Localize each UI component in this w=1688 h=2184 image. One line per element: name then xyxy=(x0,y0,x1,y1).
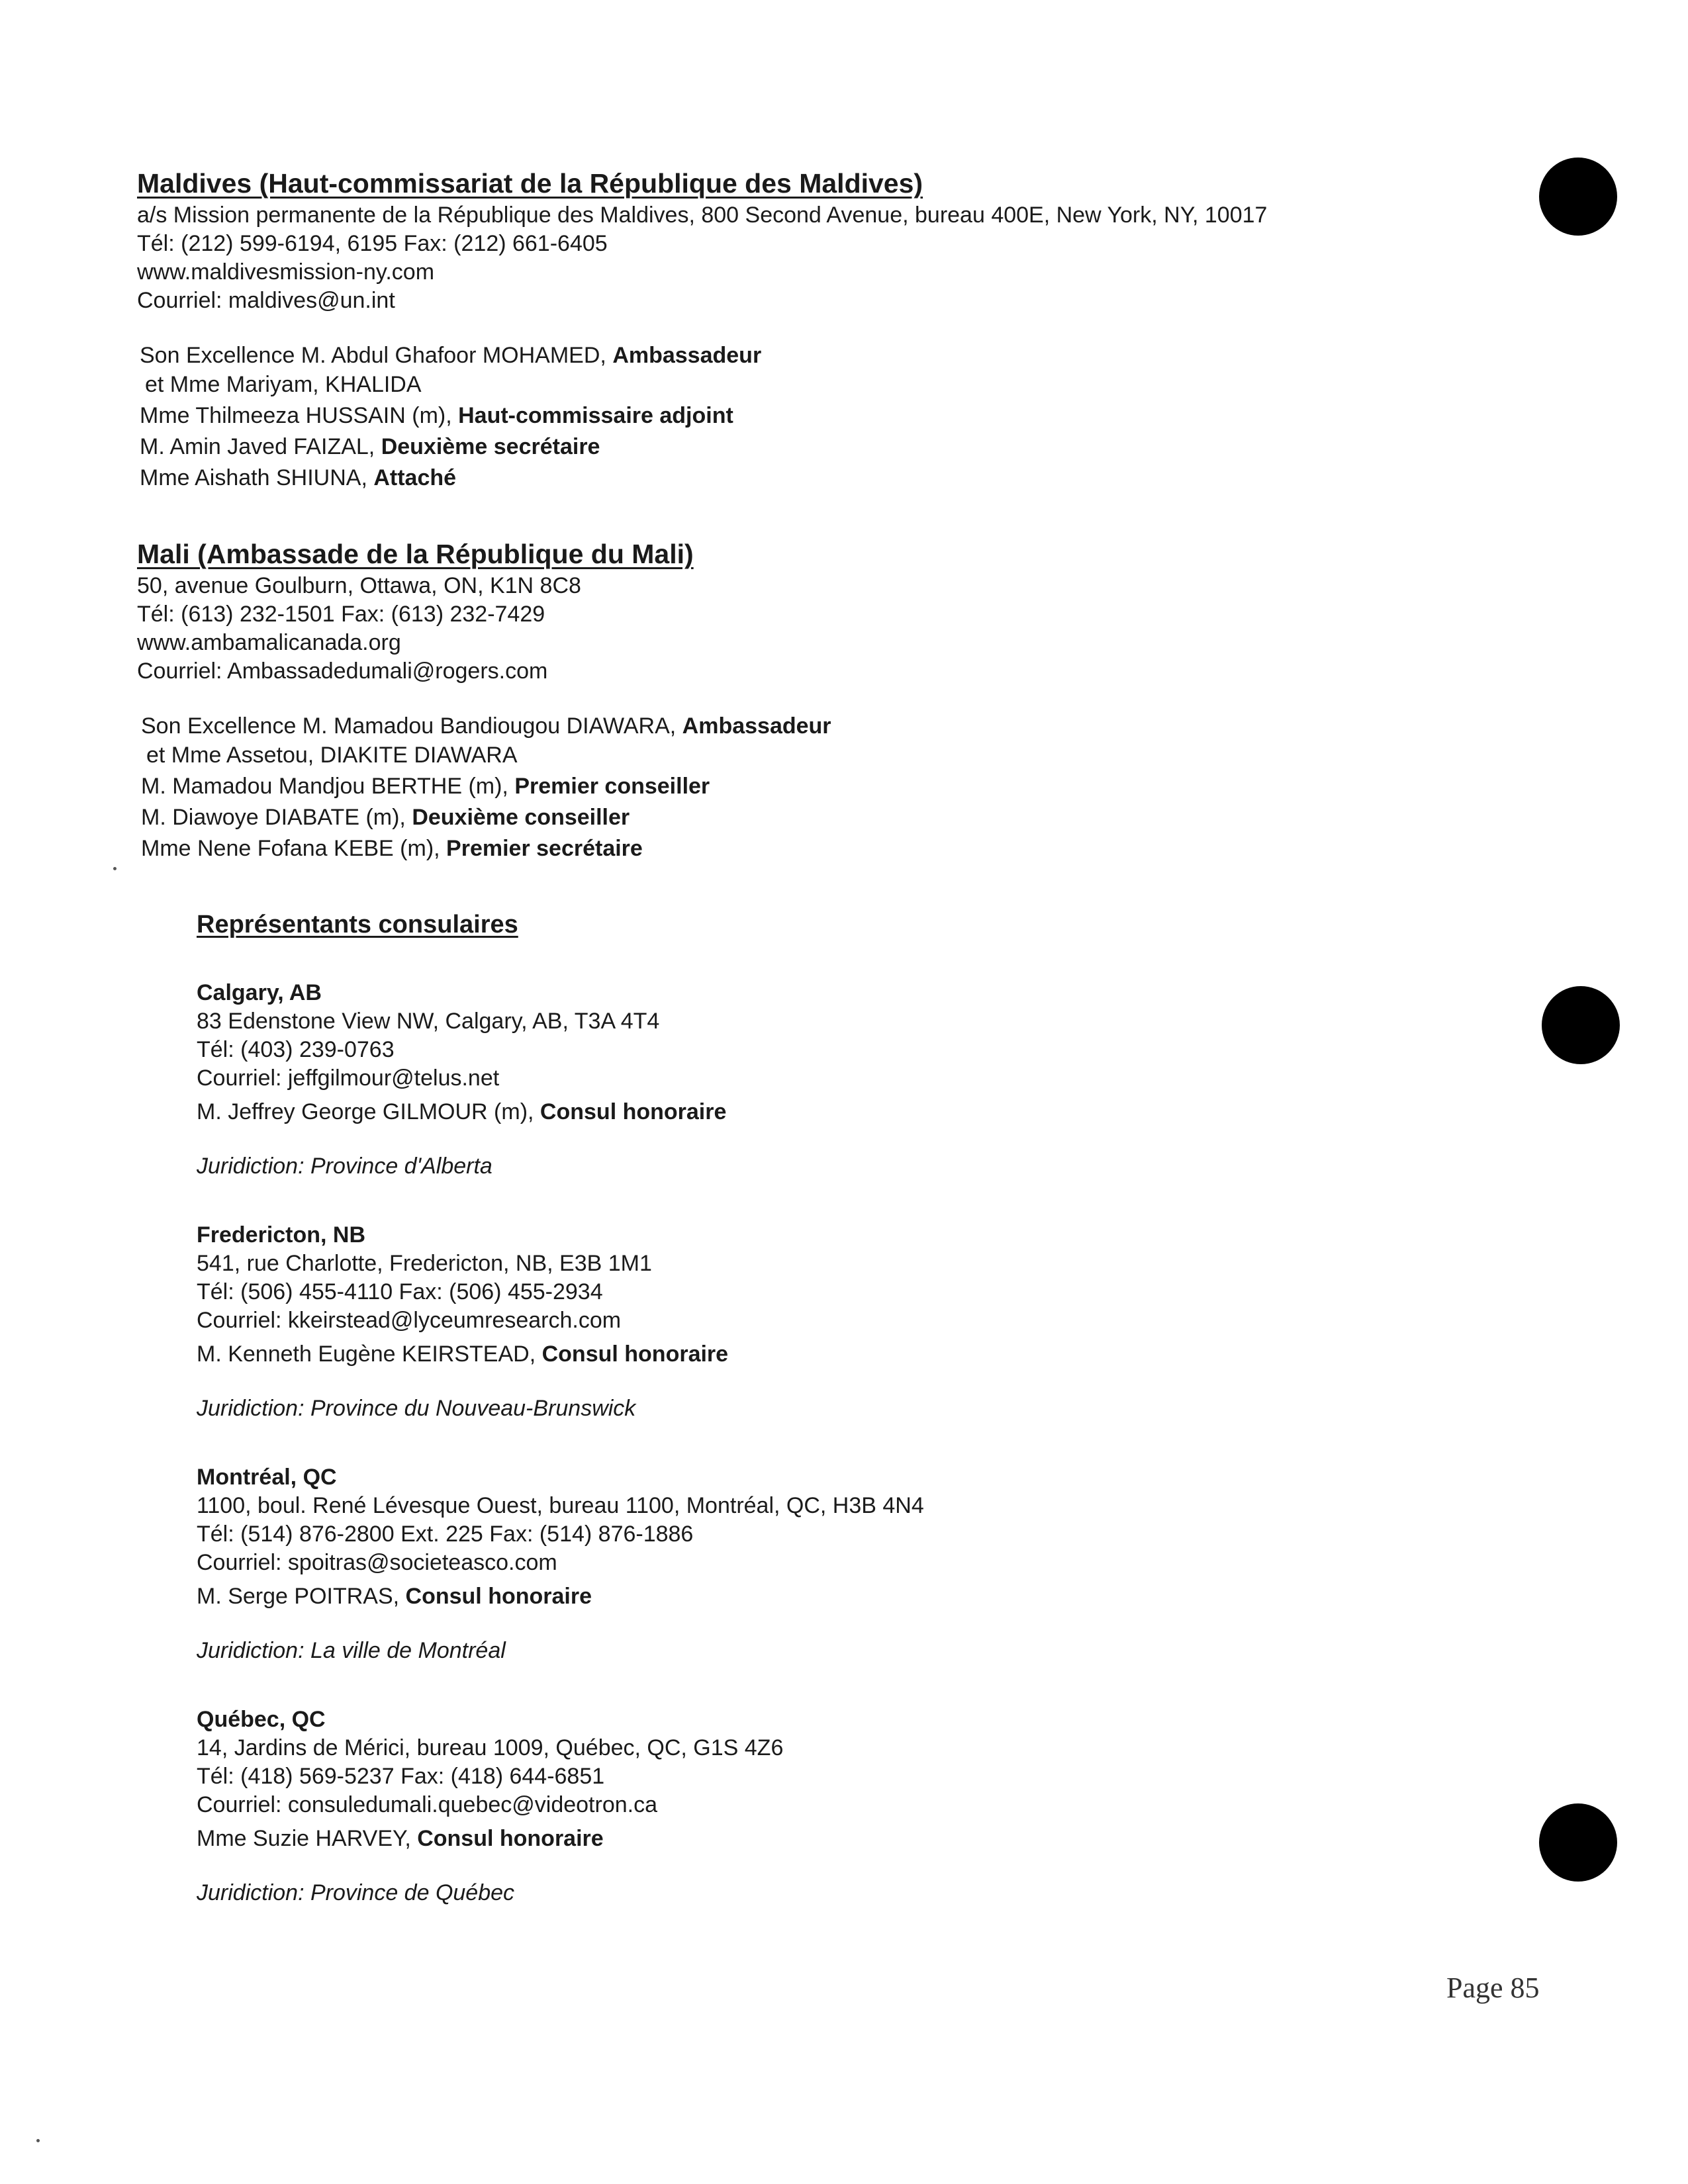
person-name: M. Amin Javed FAIZAL, xyxy=(140,434,381,459)
person-name: Mme Nene Fofana KEBE (m), xyxy=(141,836,447,861)
city-phone: Tél: (418) 569-5237 Fax: (418) 644-6851 xyxy=(197,1764,605,1789)
city-email[interactable]: Courriel: kkeirstead@lyceumresearch.com xyxy=(197,1308,622,1333)
city-jurisdiction: Juridiction: Province de Québec xyxy=(197,1880,515,1905)
person-title: Deuxième conseiller xyxy=(412,805,630,830)
person-title: Haut-commissaire adjoint xyxy=(458,403,733,428)
person-name: Son Excellence M. Mamadou Bandiougou DIAWARA, xyxy=(141,713,682,739)
consulate-calgary xyxy=(197,978,726,1181)
city-name: Québec, QC xyxy=(197,1707,326,1732)
consular-heading: Représentants consulaires xyxy=(197,911,518,938)
city-email[interactable]: Courriel: spoitras@societeasco.com xyxy=(197,1550,557,1575)
consular-section xyxy=(197,909,518,940)
person-title: Premier conseiller xyxy=(514,774,710,799)
maldives-people-list xyxy=(140,340,1267,494)
person-name: M. Serge POITRAS, xyxy=(197,1584,406,1609)
city-jurisdiction: Juridiction: La ville de Montréal xyxy=(197,1638,506,1663)
maldives-contact-block xyxy=(137,201,1267,315)
consul-person xyxy=(197,1823,783,1854)
person-title: Consul honoraire xyxy=(417,1826,604,1851)
consulate-quebec xyxy=(197,1705,783,1907)
city-address: 541, rue Charlotte, Fredericton, NB, E3B 1M1 xyxy=(197,1251,652,1276)
mali-contact-block xyxy=(137,572,831,686)
mali-person xyxy=(141,833,831,864)
maldives-person xyxy=(140,432,1267,463)
person-title: Consul honoraire xyxy=(405,1584,592,1609)
punch-hole-middle xyxy=(1542,986,1620,1064)
person-title: Attaché xyxy=(373,465,457,490)
city-address: 1100, boul. René Lévesque Ouest, bureau 1100, Montréal, QC, H3B 4N4 xyxy=(197,1493,924,1518)
city-email[interactable]: Courriel: jeffgilmour@telus.net xyxy=(197,1066,500,1091)
maldives-person xyxy=(140,400,1267,432)
mali-website[interactable]: www.ambamalicanada.org xyxy=(137,630,401,655)
maldives-phone: Tél: (212) 599-6194, 6195 Fax: (212) 661-6405 xyxy=(137,231,608,256)
city-name: Calgary, AB xyxy=(197,980,322,1005)
mali-heading: Mali (Ambassade de la République du Mali) xyxy=(137,539,694,569)
scan-speck xyxy=(113,867,117,870)
consulate-fredericton xyxy=(197,1220,728,1423)
consul-person xyxy=(197,1581,924,1612)
city-name: Montréal, QC xyxy=(197,1465,337,1490)
mali-email[interactable]: Courriel: Ambassadedumali@rogers.com xyxy=(137,659,548,684)
consul-person xyxy=(197,1339,728,1370)
city-phone: Tél: (506) 455-4110 Fax: (506) 455-2934 xyxy=(197,1279,603,1304)
maldives-email[interactable]: Courriel: maldives@un.int xyxy=(137,288,395,313)
mali-phone: Tél: (613) 232-1501 Fax: (613) 232-7429 xyxy=(137,602,545,627)
mali-person-spouse xyxy=(141,742,831,768)
page-number: Page 85 xyxy=(1446,1972,1540,2004)
maldives-heading: Maldives (Haut-commissariat de la République des Maldives) xyxy=(137,168,923,199)
mali-address: 50, avenue Goulburn, Ottawa, ON, K1N 8C8 xyxy=(137,573,581,598)
person-name: M. Diawoye DIABATE (m), xyxy=(141,805,412,830)
punch-hole-bottom xyxy=(1539,1803,1617,1882)
person-name: Son Excellence M. Abdul Ghafoor MOHAMED, xyxy=(140,343,613,368)
person-name: M. Jeffrey George GILMOUR (m), xyxy=(197,1099,540,1124)
person-title: Consul honoraire xyxy=(541,1342,729,1367)
maldives-person xyxy=(140,463,1267,494)
maldives-website[interactable]: www.maldivesmission-ny.com xyxy=(137,259,435,285)
person-name: M. Kenneth Eugène KEIRSTEAD, xyxy=(197,1342,542,1367)
person-title: Deuxième secrétaire xyxy=(381,434,600,459)
city-address: 83 Edenstone View NW, Calgary, AB, T3A 4T4 xyxy=(197,1009,660,1034)
person-name: et Mme Assetou, DIAKITE DIAWARA xyxy=(146,743,518,768)
mali-people-list xyxy=(141,711,831,864)
person-title: Premier secrétaire xyxy=(446,836,643,861)
maldives-section xyxy=(137,167,1267,494)
mali-person xyxy=(141,802,831,833)
punch-hole-top xyxy=(1539,158,1617,236)
city-jurisdiction: Juridiction: Province du Nouveau-Brunswick xyxy=(197,1396,636,1421)
consulate-montreal xyxy=(197,1463,924,1665)
city-email[interactable]: Courriel: consuledumali.quebec@videotron.ca xyxy=(197,1792,658,1817)
person-title: Consul honoraire xyxy=(539,1099,727,1124)
maldives-person-spouse xyxy=(140,371,1267,398)
person-name: et Mme Mariyam, KHALIDA xyxy=(145,372,422,397)
city-name: Fredericton, NB xyxy=(197,1222,366,1248)
consul-person xyxy=(197,1097,726,1128)
maldives-address: a/s Mission permanente de la République des Maldives, 800 Second Avenue, bureau 400E, New York, NY, 10017 xyxy=(137,203,1268,228)
mali-section xyxy=(137,537,831,864)
person-name: M. Mamadou Mandjou BERTHE (m), xyxy=(141,774,515,799)
city-phone: Tél: (403) 239-0763 xyxy=(197,1037,395,1062)
maldives-person xyxy=(140,340,1267,371)
city-address: 14, Jardins de Mérici, bureau 1009, Québec, QC, G1S 4Z6 xyxy=(197,1735,784,1760)
person-name: Mme Suzie HARVEY, xyxy=(197,1826,418,1851)
person-title: Ambassadeur xyxy=(612,343,762,368)
person-name: Mme Aishath SHIUNA, xyxy=(140,465,374,490)
scan-speck xyxy=(36,2139,40,2142)
mali-person xyxy=(141,711,831,742)
city-jurisdiction: Juridiction: Province d'Alberta xyxy=(197,1154,492,1179)
mali-person xyxy=(141,771,831,802)
person-title: Ambassadeur xyxy=(682,713,831,739)
city-phone: Tél: (514) 876-2800 Ext. 225 Fax: (514) 876-1886 xyxy=(197,1522,694,1547)
person-name: Mme Thilmeeza HUSSAIN (m), xyxy=(140,403,459,428)
